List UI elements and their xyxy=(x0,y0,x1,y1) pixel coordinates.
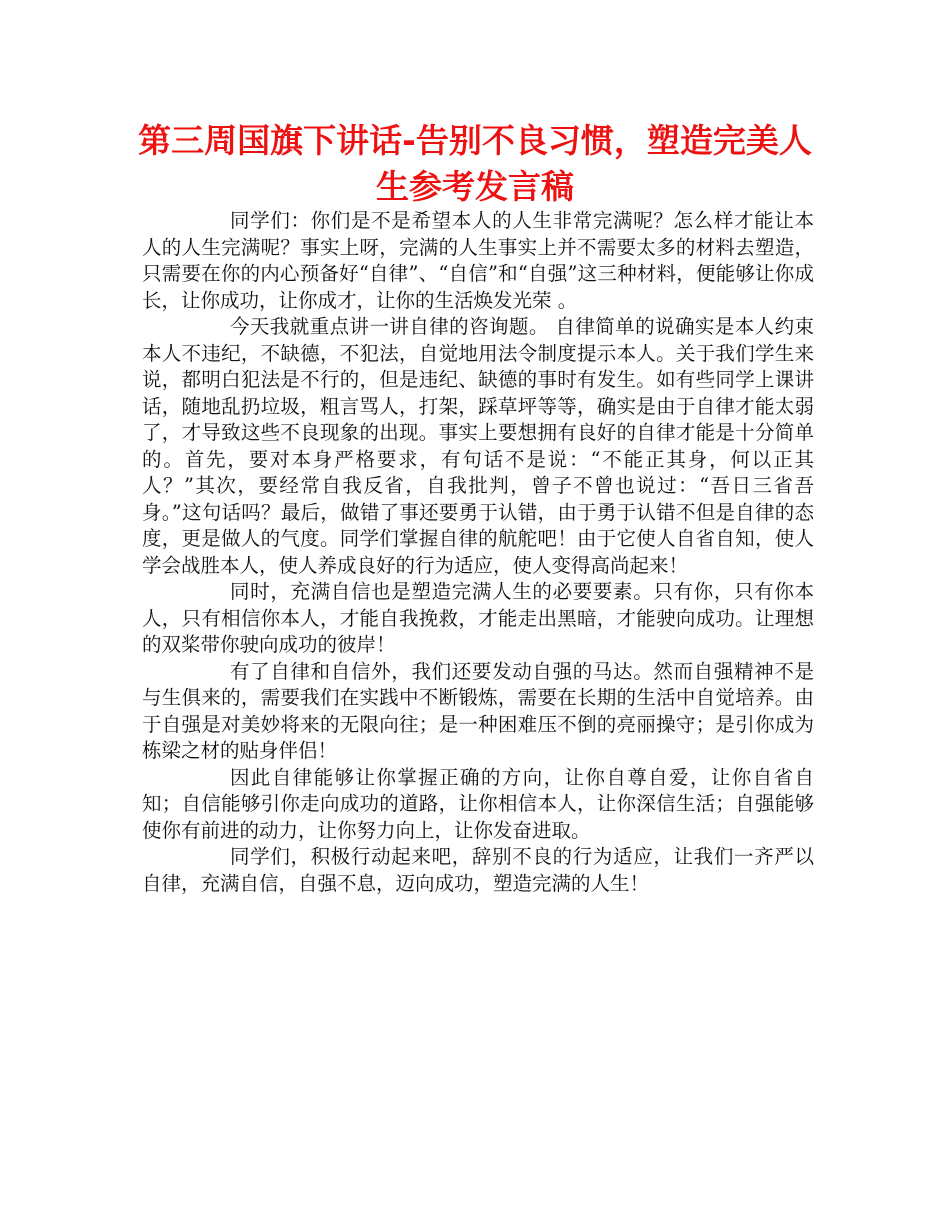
paragraph-2: 今天我就重点讲一讲自律的咨询题。 自律简单的说确实是本人约束本人不违纪，不缺德，不犯法，自觉地用法令制度提示本人。关于我们学生来说，都明白犯法是不行的，但是违纪、缺德的事时有发生。如有些同学上课讲话，随地乱扔垃圾，粗言骂人，打架，踩草坪等等，确实是由于自律才能太弱了，才导致这些不良现象的出现。事实上要想拥有良好的自律才能是十分简单的。首先，要对本身严格要求，有句话不是说：“不能正其身，何以正其人？”其次，要经常自我反省，自我批判，曾子不曾也说过：“吾日三省吾身。”这句话吗？最后，做错了事还要勇于认错，由于勇于认错不但是自律的态度，更是做人的气度。同学们掌握自律的航舵吧！由于它使人自省自知，使人学会战胜本人，使人养成良好的行为适应，使人变得高尚起来！ xyxy=(142,315,814,577)
paragraph-1: 同学们：你们是不是希望本人的人生非常完满呢？怎么样才能让本人的人生完满呢？事实上呀，完满的人生事实上并不需要太多的材料去塑造，只需要在你的内心预备好“自律”、“自信”和“自强”这三种材料，便能够让你成长，让你成功，让你成才，让你的生活焕发光荣 。 xyxy=(142,209,814,312)
document-title: 第三周国旗下讲话-告别不良习惯，塑造完美人生参考发言稿 xyxy=(138,121,812,206)
paragraph-6: 同学们，积极行动起来吧，辞别不良的行为适应，让我们一齐严以自律，充满自信，自强不息，迈向成功，塑造完满的人生！ xyxy=(142,845,814,895)
paragraph-5: 因此自律能够让你掌握正确的方向，让你自尊自爱，让你自省自知；自信能够引你走向成功的道路，让你相信本人，让你深信生活；自强能够使你有前进的动力，让你努力向上，让你发奋进取。 xyxy=(142,765,814,842)
paragraph-4: 有了自律和自信外，我们还要发动自强的马达。然而自强精神不是与生俱来的，需要我们在实践中不断锻炼，需要在长期的生活中自觉培养。由于自强是对美妙将来的无限向往；是一种困难压不倒的亮丽操守；是引你成为栋梁之材的贴身伴侣！ xyxy=(142,659,814,762)
document-body xyxy=(142,208,814,897)
paragraph-3: 同时，充满自信也是塑造完满人生的必要要素。只有你，只有你本人，只有相信你本人，才能自我挽救，才能走出黑暗，才能驶向成功。让理想的双桨带你驶向成功的彼岸！ xyxy=(142,580,814,656)
